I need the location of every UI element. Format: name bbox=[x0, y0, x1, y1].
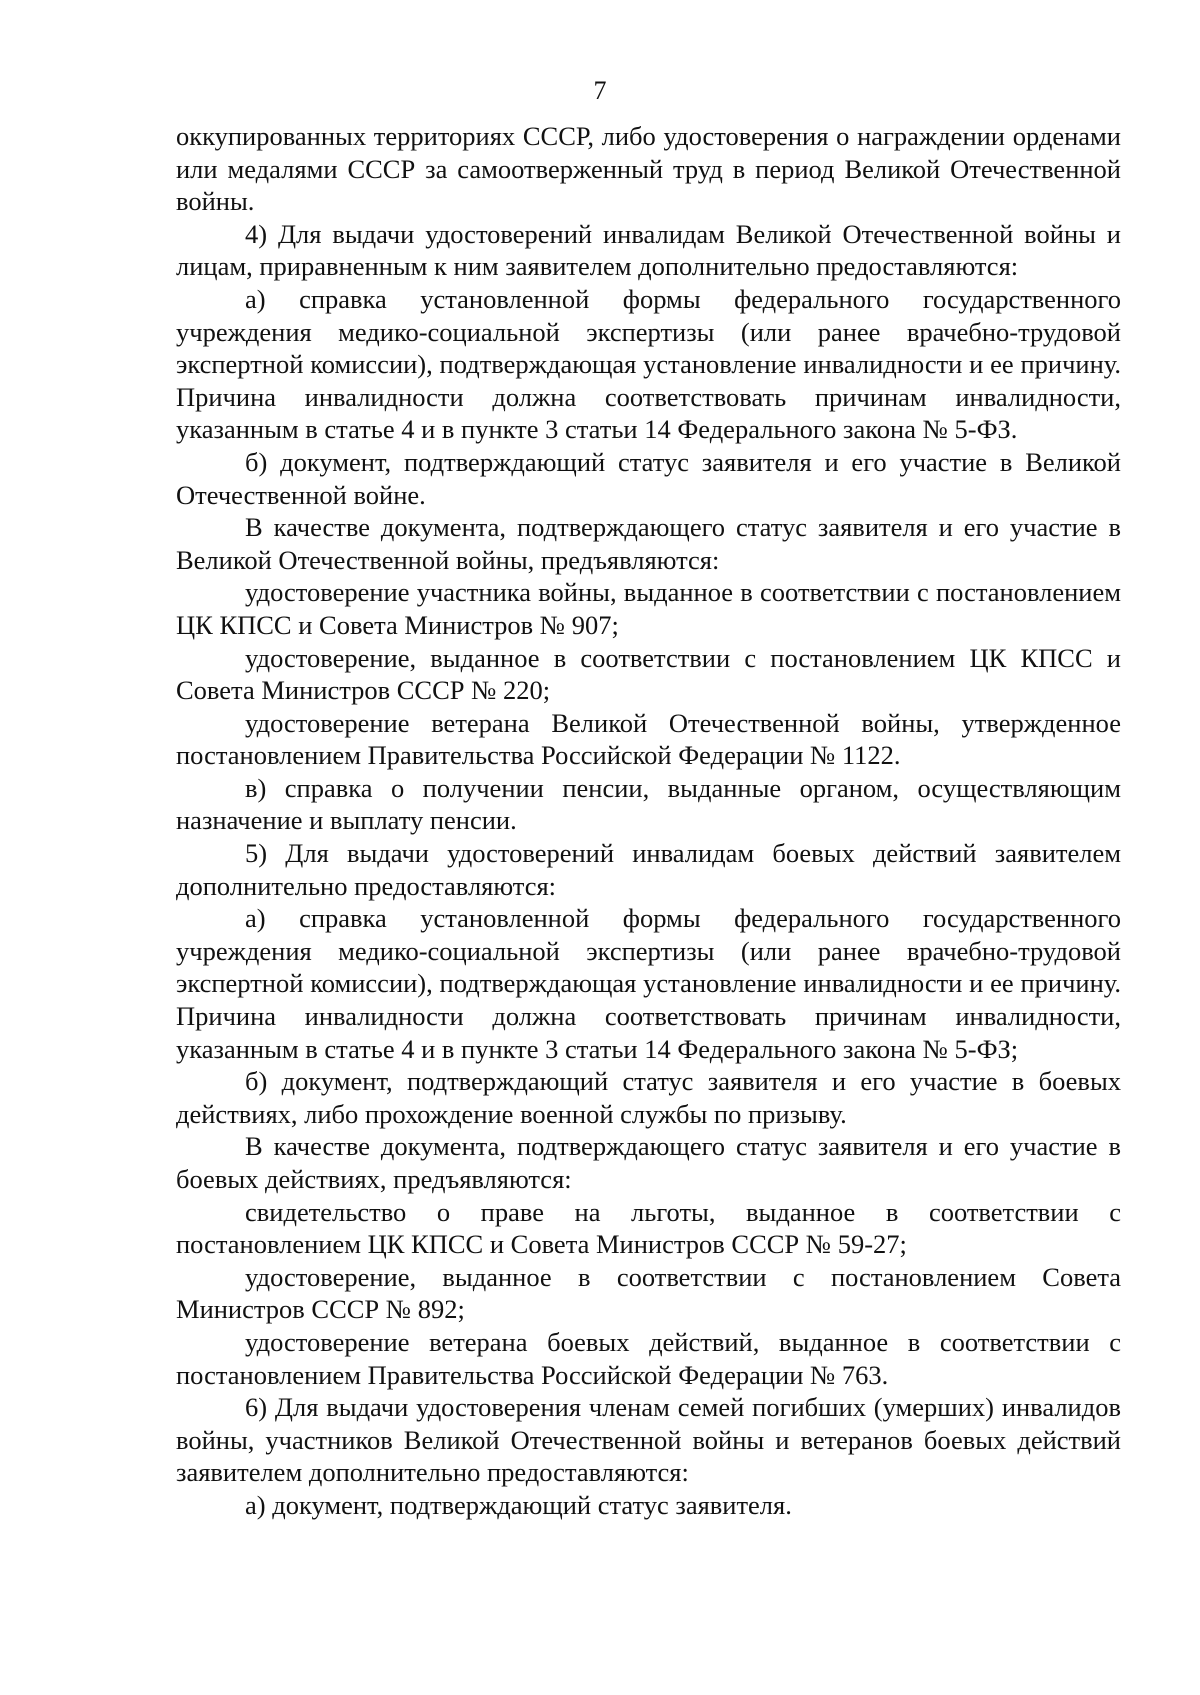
paragraph-item-6a: а) документ, подтверждающий статус заявителя. bbox=[245, 1489, 792, 1520]
paragraph-item-4: 4) Для выдачи удостоверений инвалидам Великой Отечественной войны и лицам, приравненным к ним заявителем дополнительно предоставляются: bbox=[176, 218, 1121, 282]
paragraph-item-5b: б) документ, подтверждающий статус заявителя и его участие в боевых действиях, либо прохождение военной службы по призыву. bbox=[176, 1066, 1121, 1129]
paragraph-wwii-documents-intro: В качестве документа, подтверждающего статус заявителя и его участие в Великой Отечественной войны, предъявляются: bbox=[176, 512, 1121, 575]
paragraph-combat-documents-intro: В качестве документа, подтверждающего статус заявителя и его участие в боевых действиях, предъявляются: bbox=[176, 1131, 1121, 1194]
paragraph-certificate-892: удостоверение, выданное в соответствии с постановлением Совета Министров СССР № 892; bbox=[176, 1261, 1121, 1325]
paragraph-certificate-220: удостоверение, выданное в соответствии с постановлением ЦК КПСС и Совета Министров СССР № 220; bbox=[176, 642, 1121, 706]
paragraph-item-5a: а) справка установленной формы федерального государственного учреждения медико-социальной экспертизы (или ранее врачебно-трудовой экспертной комиссии), подтверждающая установление инвалидности и ее причину. Причина инвалидности должна соответствовать причинам инвалидности, указанным в статье 4 и в пункте 3 статьи 14 Федерального закона № 5-ФЗ; bbox=[176, 903, 1121, 1064]
paragraph-veteran-certificate-1122: удостоверение ветерана Великой Отечественной войны, утвержденное постановлением Правительства Российской Федерации № 1122. bbox=[176, 707, 1121, 771]
paragraph-continuation: оккупированных территориях СССР, либо удостоверения о награждении орденами или медалями СССР за самоотверженный труд в период Великой Отечественной войны. bbox=[176, 121, 1121, 217]
page-number: 7 bbox=[593, 76, 607, 105]
paragraph-item-4v: в) справка о получении пенсии, выданные органом, осуществляющим назначение и выплату пенсии. bbox=[176, 772, 1121, 836]
paragraph-war-participant-certificate: удостоверение участника войны, выданное в соответствии с постановлением ЦК КПСС и Совета Министров № 907; bbox=[176, 577, 1121, 640]
paragraph-item-5: 5) Для выдачи удостоверений инвалидам боевых действий заявителем дополнительно предоставляются: bbox=[176, 838, 1121, 901]
paragraph-item-6: 6) Для выдачи удостоверения членам семей погибших (умерших) инвалидов войны, участников Великой Отечественной войны и ветеранов боевых действий заявителем дополнительно предоставляются: bbox=[176, 1392, 1121, 1488]
paragraph-combat-veteran-certificate-763: удостоверение ветерана боевых действий, выданное в соответствии с постановлением Правительства Российской Федерации № 763. bbox=[176, 1326, 1121, 1390]
paragraph-item-4a: а) справка установленной формы федерального государственного учреждения медико-социальной экспертизы (или ранее врачебно-трудовой экспертной комиссии), подтверждающая установление инвалидности и ее причину. Причина инвалидности должна соответствовать причинам инвалидности, указанным в статье 4 и в пункте 3 статьи 14 Федерального закона № 5-ФЗ. bbox=[176, 283, 1121, 445]
document-body bbox=[176, 120, 1121, 1522]
paragraph-item-4b: б) документ, подтверждающий статус заявителя и его участие в Великой Отечественной войне. bbox=[176, 446, 1121, 510]
paragraph-benefits-certificate-59-27: свидетельство о праве на льготы, выданное в соответствии с постановлением ЦК КПСС и Совета Министров СССР № 59-27; bbox=[176, 1196, 1121, 1260]
